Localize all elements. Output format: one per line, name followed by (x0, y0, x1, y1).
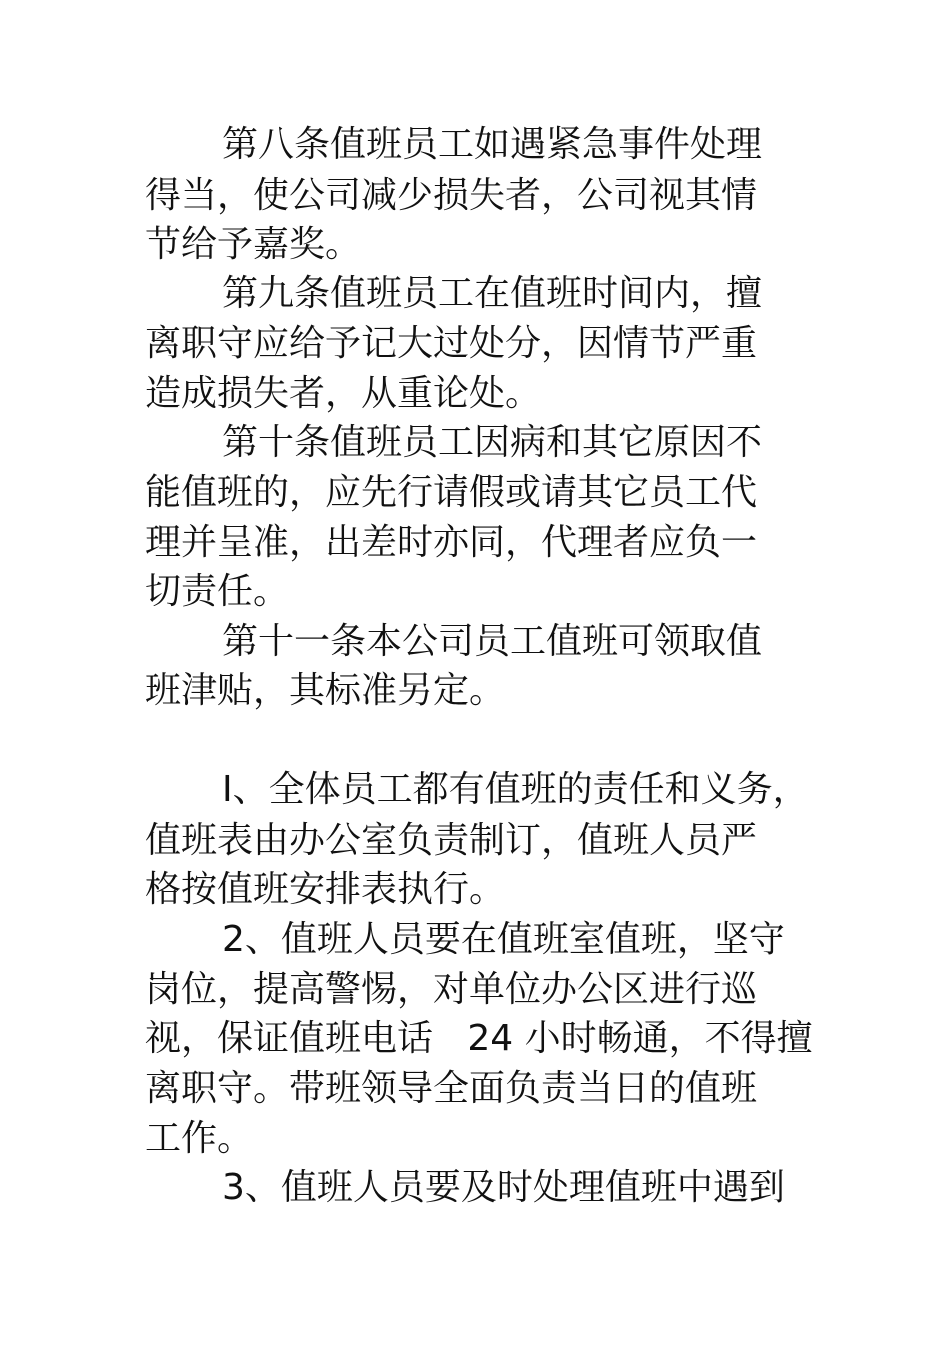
text-line: 第九条值班员工在值班时间内，擅 (222, 273, 763, 314)
text-line: 能值班的，应先行请假或请其它员工代 (145, 472, 758, 513)
text-line: 第八条值班员工如遇紧急事件处理 (222, 124, 763, 165)
text-line: 值班表由办公室负责制订，值班人员严 (145, 820, 758, 861)
text-line: 工作。 (145, 1118, 254, 1159)
text-line: 第十条值班员工因病和其它原因不 (222, 422, 763, 463)
text-line: 得当，使公司减少损失者，公司视其情 (145, 175, 758, 216)
text-line: 造成损失者，从重论处。 (145, 373, 542, 414)
text-line: 2、值班人员要在值班室值班，坚守 (222, 919, 785, 960)
text-line: 节给予嘉奖。 (145, 224, 362, 265)
text-line: 切责任。 (145, 571, 290, 612)
text-line: 离职守应给予记大过处分，因情节严重 (145, 323, 758, 364)
text-line: 格按值班安排表执行。 (145, 869, 506, 910)
text-line: I、全体员工都有值班的责任和义务， (222, 769, 809, 810)
text-line: 视，保证值班电话 24 小时畅通，不得擅 (145, 1018, 813, 1059)
text-line: 第十一条本公司员工值班可领取值 (222, 621, 763, 662)
text-line: 3、值班人员要及时处理值班中遇到 (222, 1167, 785, 1208)
text-line: 岗位，提高警惕，对单位办公区进行巡 (145, 969, 758, 1010)
text-line: 班津贴，其标准另定。 (145, 670, 506, 711)
text-line: 离职守。带班领导全面负责当日的值班 (145, 1068, 758, 1109)
text-line: 理并呈准，出差时亦同，代理者应负一 (145, 522, 758, 563)
